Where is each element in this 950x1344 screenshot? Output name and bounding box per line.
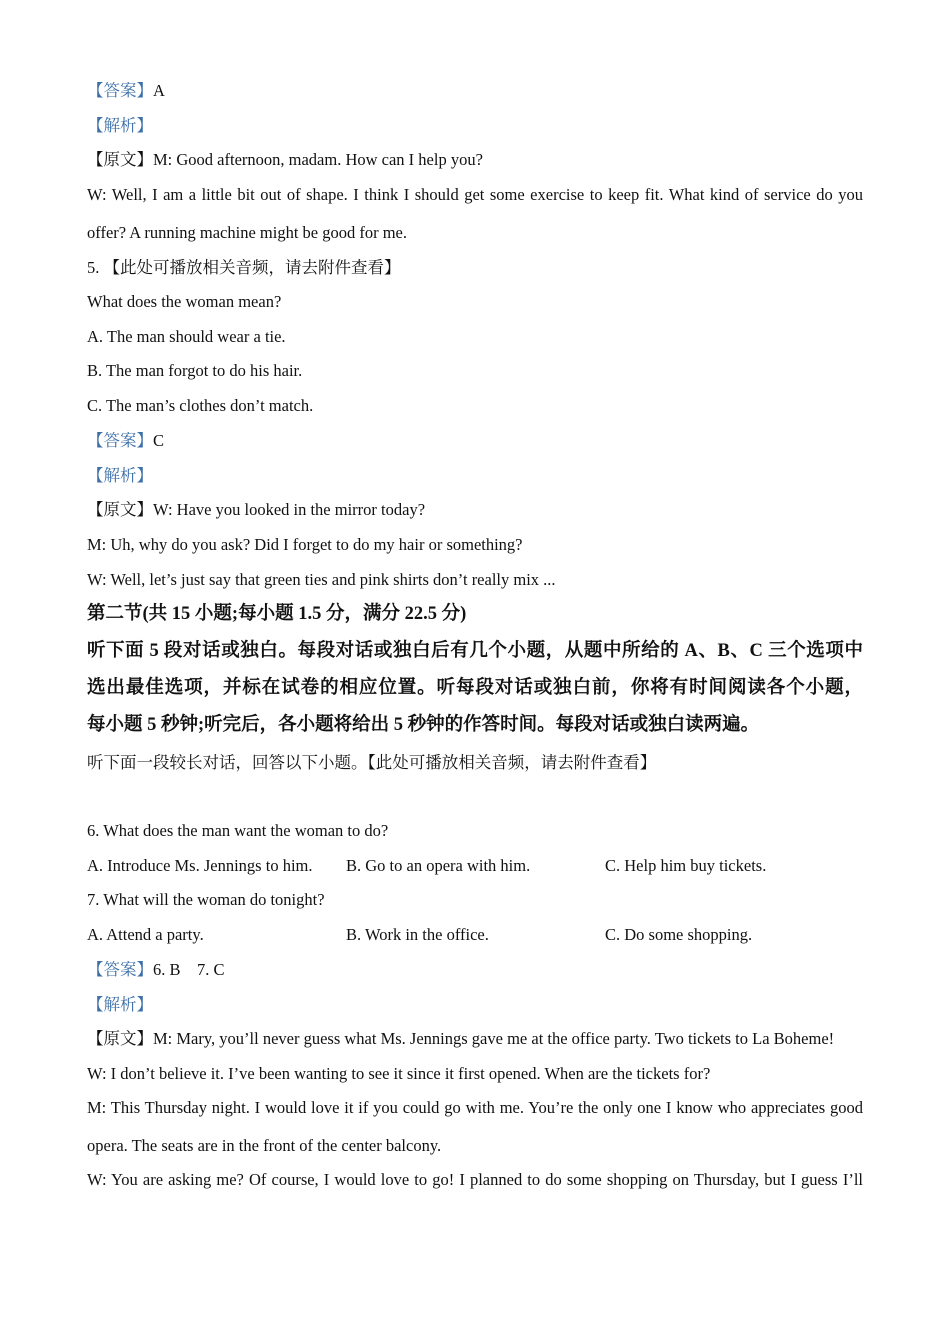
q4-answer-line — [87, 80, 165, 102]
q4-transcript-line-2: W: Well, I am a little bit out of shape. I think I should get some exercise to keep fit. What kind of service do you — [87, 185, 863, 204]
transcript-text: W: Have you looked in the mirror today? — [153, 500, 426, 519]
answer-value: 6. B 7. C — [153, 960, 225, 979]
q67-transcript-line-2: W: I don’t believe it. I’ve been wanting to see it since it first opened. When are the tickets for? — [87, 1064, 711, 1083]
answer-tag: 【答案】 — [87, 81, 153, 100]
section-title: 第二节(共 15 小题;每小题 1.5 分，满分 22.5 分) — [87, 604, 467, 624]
analysis-tag: 【解析】 — [87, 466, 153, 485]
q7-option-b: B. Work in the office. — [346, 925, 489, 944]
original-tag: 【原文】 — [87, 1029, 153, 1048]
q6-option-b: B. Go to an opera with him. — [346, 856, 531, 875]
original-tag: 【原文】 — [87, 150, 153, 169]
q67-transcript-line-4: opera. The seats are in the front of the center balcony. — [87, 1136, 442, 1155]
q5-transcript-line-1 — [87, 499, 425, 521]
q5-option-a: A. The man should wear a tie. — [87, 327, 286, 346]
q7-option-c: C. Do some shopping. — [605, 925, 753, 944]
q5-transcript-line-2: M: Uh, why do you ask? Did I forget to do my hair or something? — [87, 535, 523, 554]
answer-value: A — [153, 81, 165, 100]
q67-transcript-line-5: W: You are asking me? Of course, I would love to go! I planned to do some shopping on Thursday, but I guess I’ll — [87, 1170, 863, 1189]
answer-value: C — [153, 431, 165, 450]
analysis-tag: 【解析】 — [87, 116, 153, 135]
section-instructions-3: 每小题 5 秒钟;听完后，各小题将给出 5 秒钟的作答时间。每段对话或独白读两遍。 — [87, 715, 760, 735]
transcript-text: M: Good afternoon, madam. How can I help you? — [153, 150, 483, 169]
q67-transcript-line-3: M: This Thursday night. I would love it if you could go with me. You’re the only one I know who appreciates good — [87, 1098, 863, 1117]
transcript-text: M: Mary, you’ll never guess what Ms. Jennings gave me at the office party. Two tickets to La Boheme! — [153, 1029, 835, 1048]
q7-option-a: A. Attend a party. — [87, 925, 204, 944]
q5-header: 5. 【此处可播放相关音频，请去附件查看】 — [87, 258, 401, 277]
q67-transcript-line-1 — [87, 1028, 834, 1050]
answer-tag: 【答案】 — [87, 431, 153, 450]
q4-transcript-line-3: offer? A running machine might be good for me. — [87, 223, 407, 242]
q5-option-c: C. The man’s clothes don’t match. — [87, 396, 314, 415]
original-tag: 【原文】 — [87, 500, 153, 519]
audio-note: 听下面一段较长对话，回答以下小题。【此处可播放相关音频，请去附件查看】 — [87, 753, 657, 772]
q6-option-a: A. Introduce Ms. Jennings to him. — [87, 856, 313, 875]
analysis-tag: 【解析】 — [87, 995, 153, 1014]
q7-question: 7. What will the woman do tonight? — [87, 890, 325, 909]
section-instructions-1: 听下面 5 段对话或独白。每段对话或独白后有几个小题，从题中所给的 A、B、C 三个选项中 — [87, 641, 863, 661]
q4-transcript-line-1 — [87, 149, 483, 171]
q6-question: 6. What does the man want the woman to do? — [87, 821, 389, 840]
q6-option-c: C. Help him buy tickets. — [605, 856, 767, 875]
q5-question: What does the woman mean? — [87, 292, 282, 311]
section-instructions-2: 选出最佳选项，并标在试卷的相应位置。听每段对话或独白前，你将有时间阅读各个小题， — [87, 678, 863, 698]
q5-option-b: B. The man forgot to do his hair. — [87, 361, 303, 380]
q5-transcript-line-3: W: Well, let’s just say that green ties and pink shirts don’t really mix ... — [87, 570, 556, 589]
q5-answer-line — [87, 430, 164, 452]
q67-answer-line — [87, 959, 225, 981]
answer-tag: 【答案】 — [87, 960, 153, 979]
